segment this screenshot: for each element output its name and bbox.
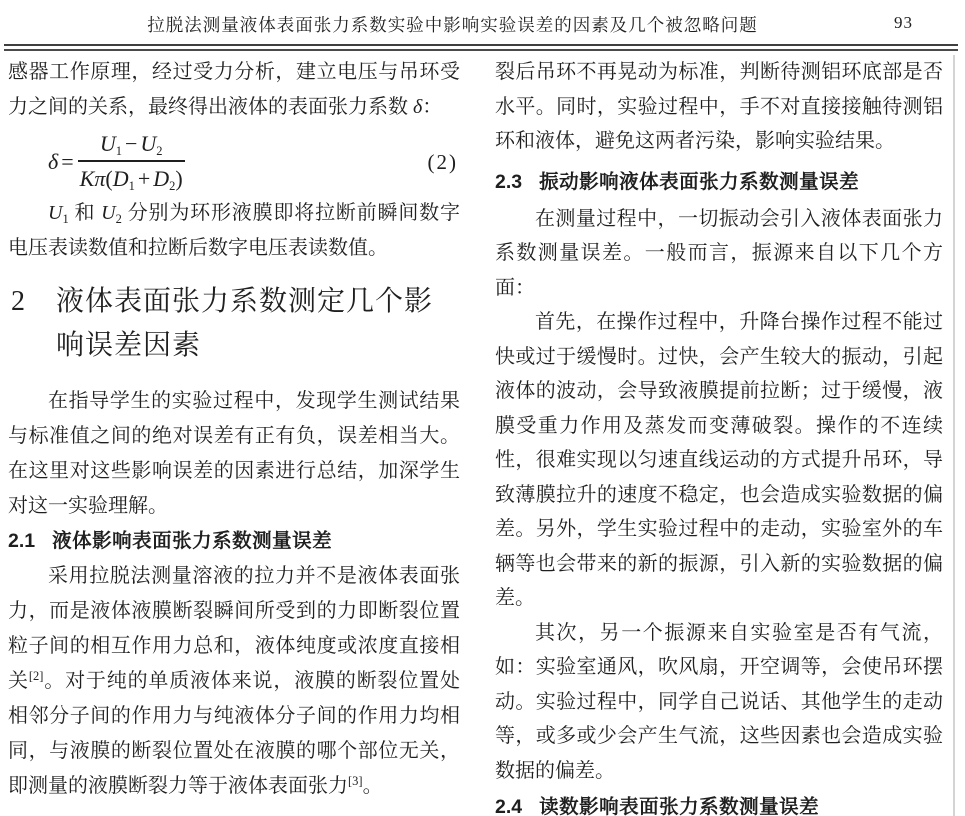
- delta-symbol: δ: [413, 96, 423, 118]
- paragraph-text: 感器工作原理，经过受力分析，建立电压与吊环受力之间的关系，最终得出液体的表面张力系数: [8, 61, 460, 118]
- section-title: 读数影响表面张力系数测量误差: [539, 796, 820, 816]
- paragraph-vibration-intro: 在测量过程中，一切振动会引入液体表面张力系数测量误差。一般而言，振源来自以下几个方面：: [495, 207, 943, 299]
- left-column: [8, 55, 460, 804]
- plus-sign: +: [137, 166, 151, 191]
- paragraph-ring-level: 裂后吊环不再晃动为标准，判断待测铝环底部是否水平。同时，实验过程中，手不对直接接触待测铝环和液体，避免这两者污染，影响实验结果。: [495, 61, 943, 152]
- var-k: K: [79, 166, 95, 191]
- section-number: 2.3: [495, 170, 523, 193]
- equation-2: [8, 131, 460, 192]
- section-title: 液体影响表面张力系数测量误差: [52, 530, 333, 552]
- fraction-numerator: [78, 131, 185, 162]
- paragraph-text: 。对于纯的单质液体来说，液膜的断裂位置处相邻分子间的作用力与纯液体分子间的作用力均相同，与液膜的断裂位置处在液膜的哪个部位无关，即测量的液膜断裂力等于液体表面张力: [8, 670, 461, 797]
- var-d2: D: [153, 166, 170, 191]
- section-2-heading: [8, 280, 460, 368]
- paragraph-vibration-second: 其次，另一个振源来自实验室是否有气流，如：实验室通风，吹风扇，开空调等，会使吊环摆动。实验过程中，同学自己说话、其他学生的走动等，或多或少会产生气流，这些因素也会造成实验数据的偏差。: [495, 621, 943, 782]
- paragraph-text: ：: [422, 96, 443, 118]
- var-u2-subscript: 2: [156, 144, 163, 158]
- paragraph-vibration-first: 首先，在操作过程中，升降台操作过程不能过快或过于缓慢时。过快，会产生较大的振动，引起液体的波动，会导致液膜提前拉断；过于缓慢，液膜受重力作用及蒸发而变薄破裂。操作的不连续性，很难实现以匀速直线运动的方式提升吊环，导致薄膜拉升的速度不稳定，也会造成实验数据的偏差。另外，学生实验过程中的走动，实验室外的车辆等也会带来的新的振源，引入新的实验数据的偏差。: [495, 311, 943, 609]
- section-number: 2.1: [8, 530, 36, 552]
- fraction: [78, 131, 185, 192]
- equals-sign: =: [61, 148, 74, 174]
- var-u2: U: [140, 131, 157, 156]
- section-number: 2.4: [495, 796, 523, 816]
- paragraph-liquid-influence: [8, 559, 460, 804]
- paragraph-u-definition: [8, 196, 460, 266]
- section-2-4-heading: [495, 790, 943, 816]
- citation-ref-2: [2]: [28, 669, 44, 683]
- var-u1-subscript: 1: [115, 144, 122, 158]
- close-paren: ): [175, 166, 183, 191]
- paragraph-sensor-principle: [8, 55, 460, 125]
- open-paren: (: [105, 166, 113, 191]
- pi-symbol: π: [94, 166, 106, 191]
- right-column: [495, 55, 943, 816]
- paragraph-text: 。: [362, 775, 383, 797]
- citation-ref-3: [3]: [348, 774, 363, 788]
- var-d1-subscript: 1: [128, 179, 135, 193]
- var-u1-subscript: 1: [62, 212, 69, 226]
- section-title: 液体表面张力系数测定几个影响误差因素: [56, 286, 434, 361]
- paragraph-text: 和: [68, 202, 102, 224]
- paragraph-error-summary: 在指导学生的实验过程中，发现学生测试结果与标准值之间的绝对误差有正有负，误差相当大。在这里对这些影响误差的因素进行总结，加深学生对这一实验理解。: [8, 390, 460, 517]
- delta-symbol: δ: [48, 148, 59, 174]
- page-number: 93: [894, 13, 913, 32]
- fraction-denominator: [78, 162, 185, 192]
- var-u1: U: [48, 202, 63, 224]
- var-d1: D: [112, 166, 129, 191]
- section-2-1-heading: [8, 524, 460, 559]
- section-title: 振动影响液体表面张力系数测量误差: [539, 170, 860, 193]
- running-title: 拉脱法测量液体表面张力系数实验中影响实验误差的因素及几个被忽略问题: [147, 15, 758, 35]
- section-number: 2: [11, 286, 25, 317]
- paragraph-text: 分别为环形液膜即将拉断前瞬间数字电压表读数值和拉断后数字电压表读数值。: [8, 202, 461, 259]
- minus-sign: −: [124, 131, 138, 156]
- var-d2-subscript: 2: [169, 179, 176, 193]
- var-u2: U: [101, 202, 116, 224]
- paragraph-text: 采用拉脱法测量溶液的拉力并不是液体表面张力，而是液体液膜断裂瞬间所受到的力即断裂位置粒子间的相互作用力总和，液体纯度或浓度直接相关: [8, 565, 460, 692]
- header-double-rule: [4, 44, 958, 51]
- equation-number: (2): [427, 149, 458, 174]
- var-u2-subscript: 2: [115, 212, 122, 226]
- var-u1: U: [99, 131, 116, 156]
- section-2-3-heading: [495, 165, 943, 200]
- equation-lhs: [48, 149, 78, 175]
- scan-edge-artifact: [953, 55, 955, 816]
